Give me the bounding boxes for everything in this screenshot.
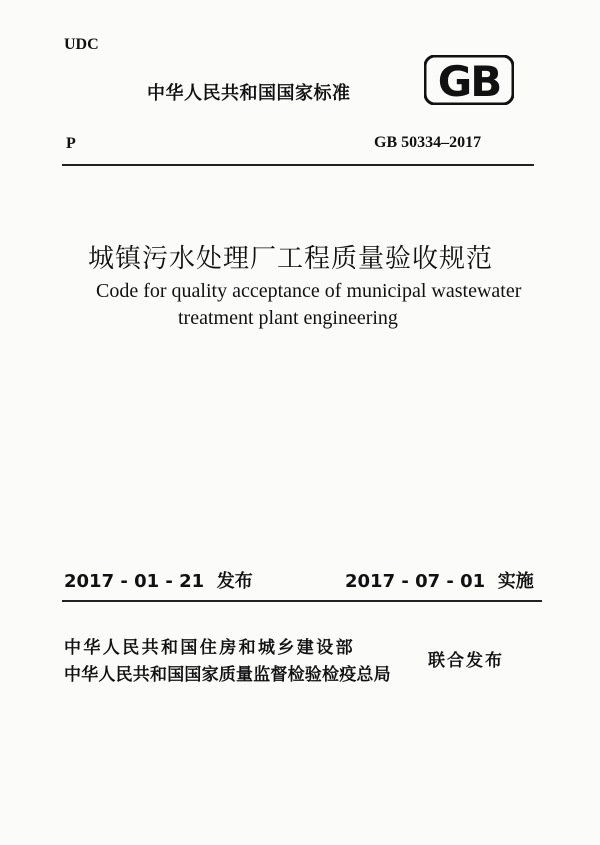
category-letter: P: [66, 135, 76, 152]
title-english-line1: Code for quality acceptance of municipal wastewater: [96, 280, 522, 302]
header-divider: [62, 164, 534, 166]
svg-text:GB: GB: [437, 57, 501, 105]
title-chinese: 城镇污水处理厂工程质量验收规范: [88, 244, 494, 274]
gb-logo-icon: [424, 55, 514, 105]
joint-publish-label: 联合发布: [428, 651, 504, 671]
publisher-dept1: 中华人民共和国住房和城乡建设部: [64, 638, 355, 658]
standard-type: 中华人民共和国国家标准: [147, 83, 351, 104]
issue-date: 2017 - 01 - 21 发布: [64, 571, 253, 592]
standard-code: GB 50334–2017: [374, 134, 482, 151]
udc-label: UDC: [64, 36, 99, 53]
implement-date: 2017 - 07 - 01 实施: [345, 571, 534, 592]
publisher-dept2: 中华人民共和国国家质量监督检验检疫总局: [64, 665, 391, 685]
footer-divider: [62, 600, 542, 602]
title-english-line2: treatment plant engineering: [178, 307, 398, 329]
